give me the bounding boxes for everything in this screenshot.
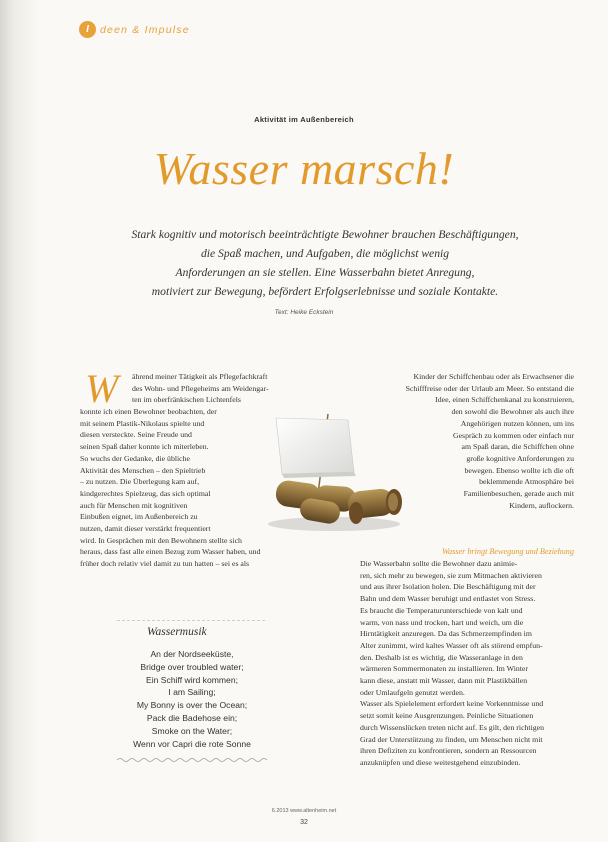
body-line: den. Deshalb ist es wichtig, die Wasseranlage in den	[360, 652, 523, 662]
poem-line: Wenn vor Capri die rote Sonne	[133, 738, 251, 749]
body-line: durch Wissenslücken treten nicht auf. Es gilt, den richtigen	[360, 722, 545, 732]
section-tag-badge: I	[79, 21, 96, 38]
body-line: ährend meiner Tätigkeit als Pflegefachkraft	[132, 372, 268, 381]
footer-url: 6.2013 www.altenheim.net	[271, 808, 337, 814]
poem-line: I am Sailing;	[168, 687, 216, 698]
body-line: den sowohl die Bewohner als auch ihre	[451, 407, 574, 417]
body-line: Bahn und dem Wasser beruhigt und entlastet von Stress.	[360, 594, 536, 604]
body-line: Idee, einen Schiffchenkanal zu konstruieren,	[435, 395, 574, 405]
body-line: Hirntätigkeit anzuregen. Da das Schmerzempfinden im	[360, 629, 532, 639]
body-line: mit seinem Plastik-Nikolaus spielte und	[80, 418, 205, 428]
body-line: warm, von nass und trocken, hart und weich, um die	[360, 617, 524, 627]
lead-line: Anforderungen an sie stellen. Eine Wasserbahn bietet Anregung,	[175, 266, 475, 279]
body-line: kindgerechtes Spielzeug, das sich optimal	[80, 488, 211, 498]
lead-paragraph	[95, 225, 555, 301]
cork-row	[274, 479, 402, 525]
body-line: Einbußen eignet, im Außenbereich zu	[80, 512, 198, 522]
poem-line: Bridge over troubled water;	[140, 661, 244, 672]
lead-line: Stark kognitiv und motorisch beeinträchtigte Bewohner brauchen Beschäftigungen,	[131, 228, 519, 241]
poem-line: Ein Schiff wird kommen;	[145, 674, 239, 685]
body-line: Kindern, auflockern.	[509, 500, 574, 510]
subheading: Wasser bringt Bewegung und Beziehung	[441, 547, 574, 556]
body-line: kann diese, anstatt mit Wasser, dann mit Plastikbällen	[360, 676, 528, 686]
poem-line: Smoke on the Water;	[151, 725, 233, 736]
body-line: beklemmende Atmosphäre bei	[479, 477, 574, 487]
headline: Wasser marsch!	[153, 143, 455, 194]
poem-line: Pack die Badehose ein;	[146, 712, 238, 723]
body-line: diesen versteckte. Seine Freude und	[80, 430, 192, 440]
wave-divider	[117, 756, 267, 764]
body-line: auch für Menschen mit kognitiven	[80, 500, 188, 510]
poem-title: Wassermusik	[147, 626, 207, 638]
section-tag-label: deen & Impulse	[100, 23, 190, 36]
body-line: früher doch relativ viel damit zu tun hatten – sei es als	[80, 559, 250, 569]
body-line: anzuknüpfen und diese weitestgehend einzubinden.	[360, 757, 521, 767]
lead-line: motiviert zur Bewegung, befördert Erfolgserlebnisse und soziale Kontakte.	[151, 285, 499, 298]
body-line: Aktivität des Menschen – den Spieltrieb	[80, 465, 206, 475]
poem-line: An der Nordseeküste,	[150, 649, 234, 659]
poem-lines	[117, 648, 267, 750]
body-line: und aus ihrer Isolation holen. Die Beschäftigung mit der	[360, 582, 536, 592]
body-line: ihren Defiziten zu konfrontieren, sondern an Ressourcen	[360, 746, 537, 756]
body-line: So wuchs der Gedanke, die übliche	[80, 453, 190, 463]
body-line: ren, sich mehr zu bewegen, sie zum Mitmachen aktivieren	[360, 570, 542, 580]
poem-box	[117, 620, 267, 769]
column-1-body	[80, 406, 260, 570]
section-tag	[79, 21, 190, 38]
body-line: bewegen. Ebenso wollte ich die oft	[464, 465, 574, 475]
cork-boat-image	[256, 412, 406, 537]
body-line: Die Wasserbahn sollte die Bewohner dazu animie-	[360, 559, 518, 568]
body-line: wird. In Gesprächen mit den Bewohnern stellte sich	[80, 535, 242, 545]
body-line: Angehörigen nutzen können, um ins	[460, 418, 574, 428]
body-line: Schifffreise oder der Urlaub am Meer. So entstand die	[405, 383, 574, 393]
poem-rule	[117, 620, 267, 621]
body-line: setzt somit keine Ausgrenzungen. Peinliche Situationen	[360, 711, 534, 721]
body-line: Familienbesuchen, gerade auch mit	[463, 489, 574, 499]
body-line: oder Umlaufgeln genutzt werden.	[360, 687, 465, 697]
body-line: Es braucht die Temperaturunterschiede von kalt und	[360, 605, 523, 615]
lead-line: die Spaß machen, und Aufgaben, die möglichst wenig	[200, 247, 450, 260]
body-line: – zu nutzen. Die Überlegung kam auf,	[80, 477, 200, 487]
body-line: Gespräch zu kommen oder einfach nur	[452, 430, 574, 440]
body-line: konnte ich einen Bewohner beobachten, der	[80, 407, 217, 416]
body-line: große kognitive Anforderungen zu	[466, 453, 574, 463]
body-line: seinen Spaß daher konnte ich miterleben.	[80, 442, 209, 452]
column-2-bottom	[360, 558, 544, 769]
author-credit: Text: Heike Eckstein	[274, 309, 334, 316]
body-line: Kinder der Schiffchenbau oder als Erwachsener die	[413, 372, 574, 381]
body-line: ten im oberfränkischen Lichtenfels	[132, 395, 241, 405]
body-line: Grad der Unterstützung zu finden, um Menschen nicht mit	[360, 734, 543, 744]
body-line: am Spaß daran, die Schiffchen ohne	[461, 442, 574, 452]
body-line: wärmeren Sommermonaten zu installieren. Im Winter	[360, 664, 528, 674]
body-line: nutzen, damit dieser verstärkt frequentiert	[80, 524, 211, 534]
body-line: des Wohn- und Pflegeheims am Weidengar-	[132, 383, 269, 393]
body-line: Wasser als Spielelement erfordert keine Vorkenntnisse und	[360, 699, 544, 709]
body-line: heraus, dass fast alle einen Bezug zum Wasser haben, und	[80, 547, 261, 557]
column-1-dropcap-lines	[132, 371, 269, 406]
page-number: 32	[300, 819, 308, 826]
drop-cap: W	[85, 366, 119, 411]
kicker: Aktivität im Außenbereich	[254, 115, 354, 124]
body-line: Alter zunimmt, wird kaltes Wasser oft als störend empfun-	[360, 640, 543, 650]
poem-line: My Bonny is over the Ocean;	[136, 700, 248, 711]
